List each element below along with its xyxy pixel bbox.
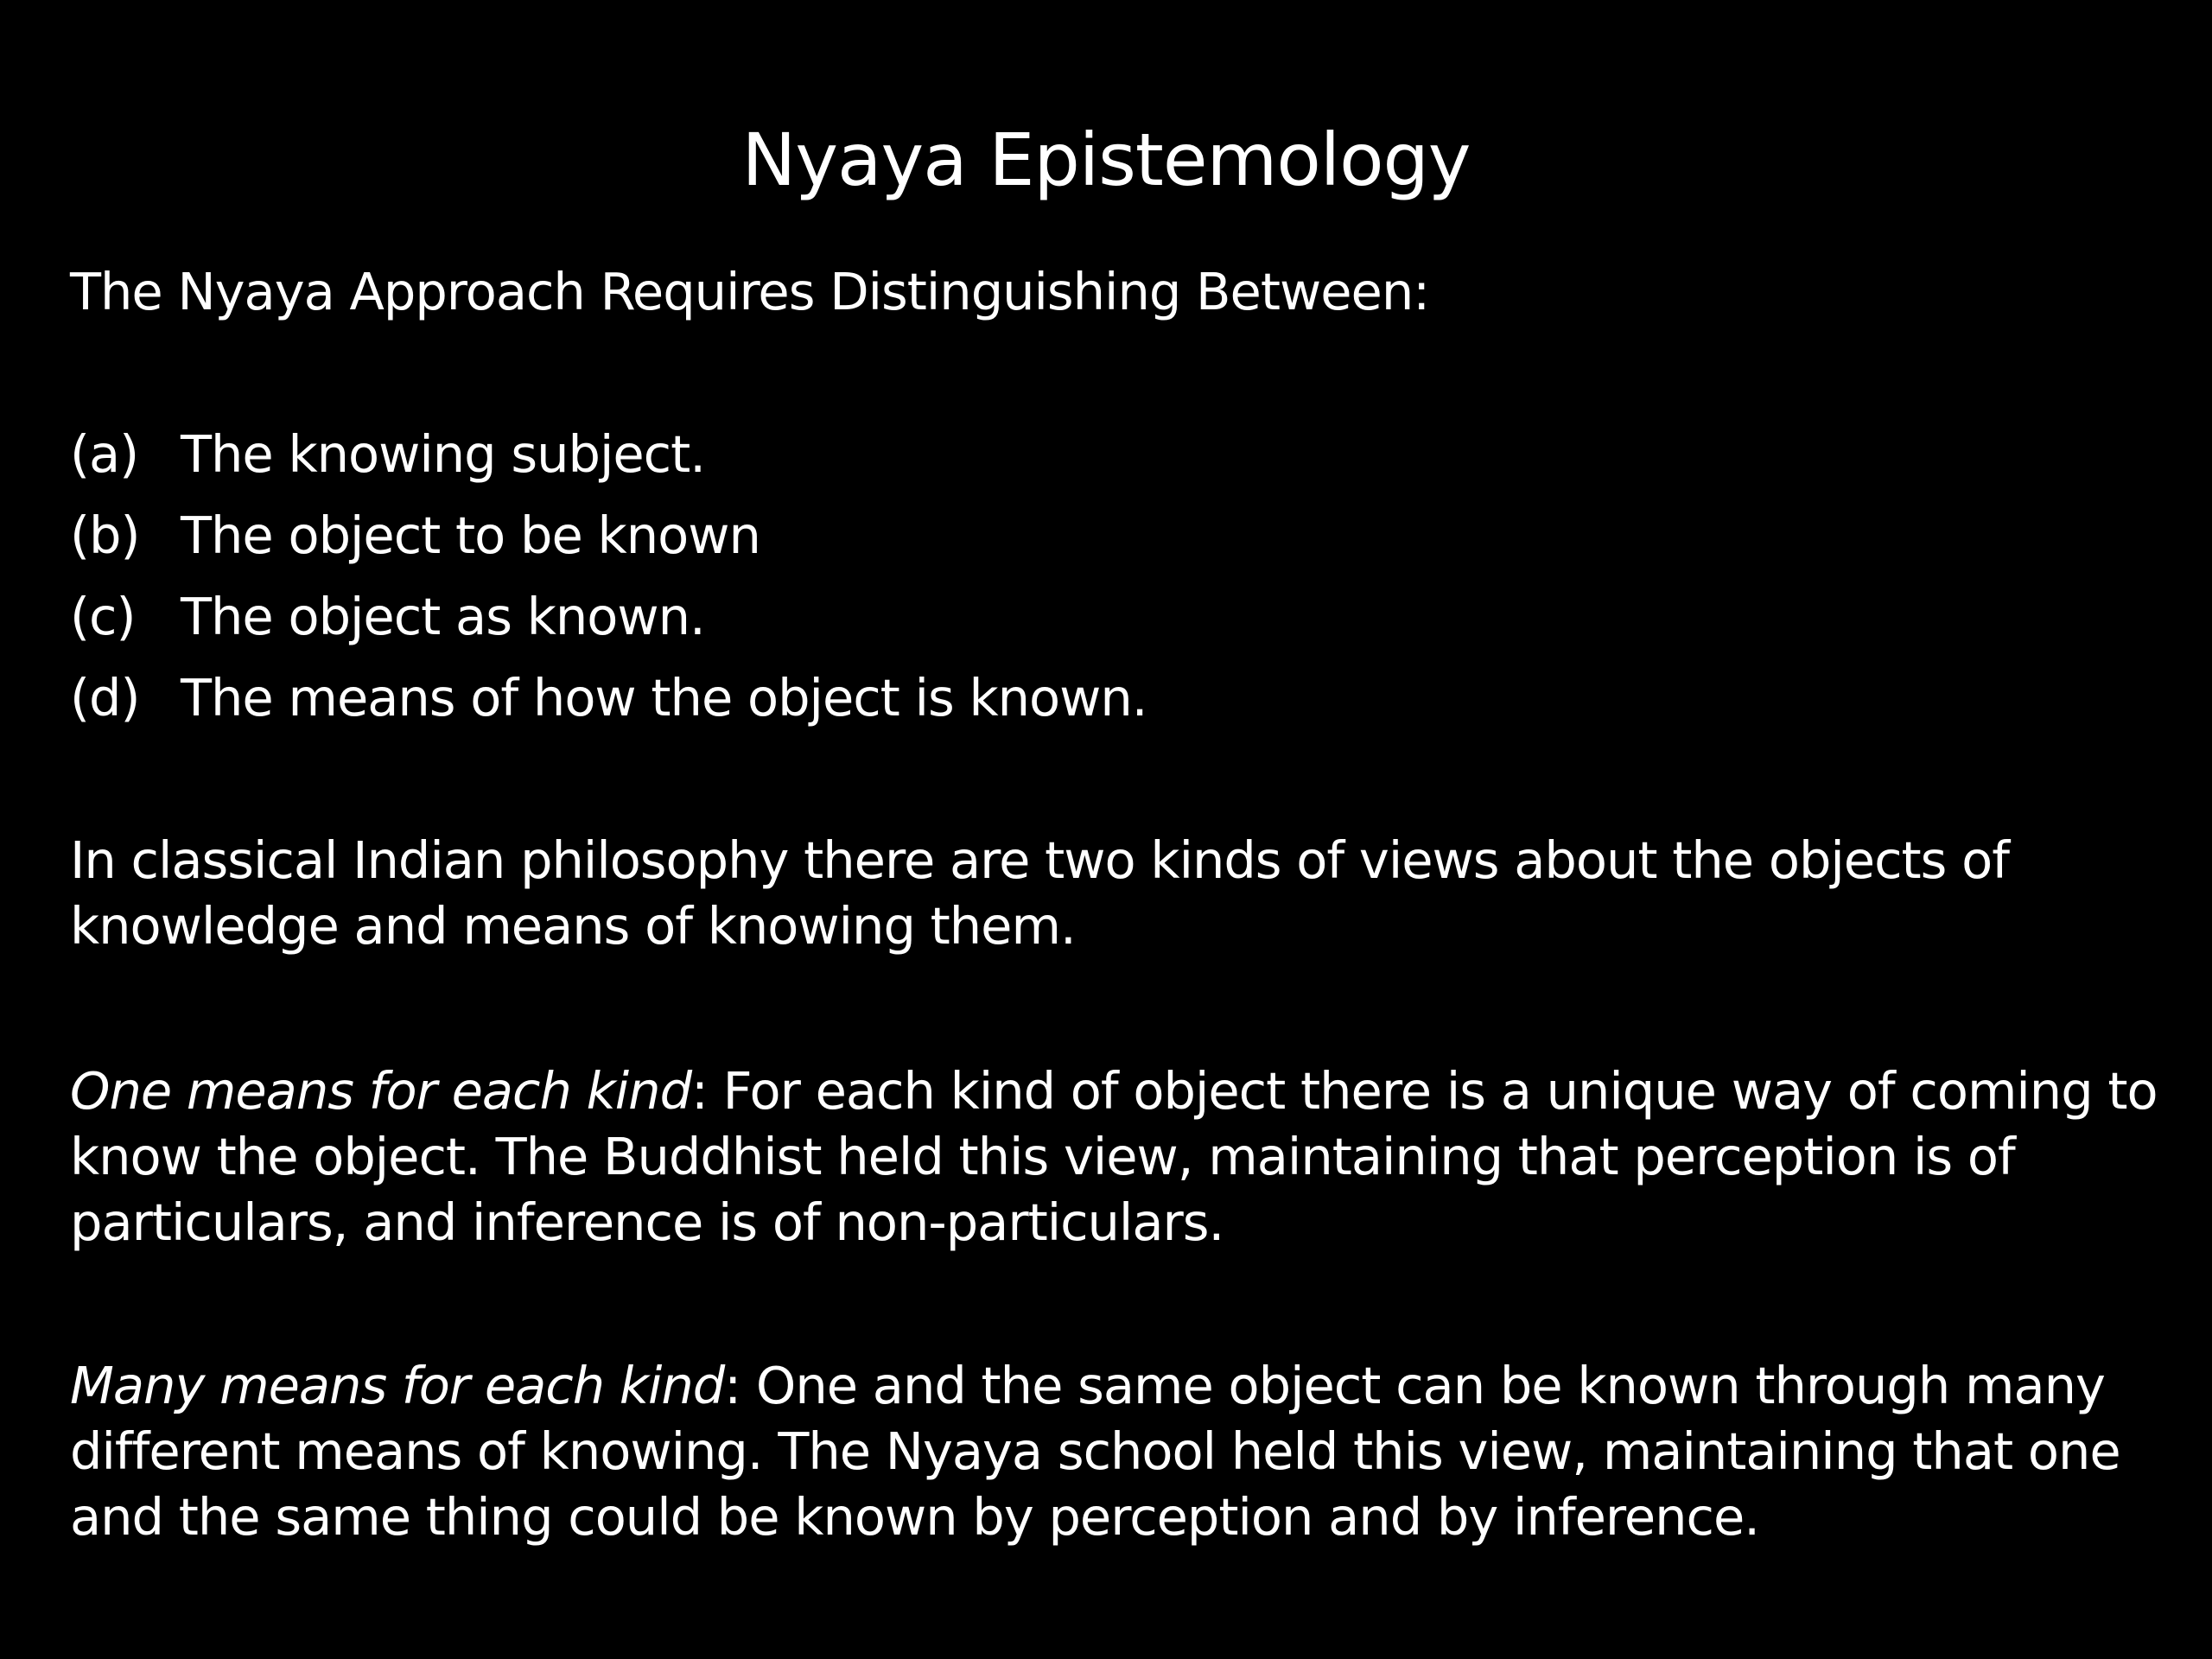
list-item-text: The knowing subject. [181,424,705,484]
paragraph-one-means [70,1058,2161,1255]
list-marker: (b) [70,505,140,565]
list-item-text: The means of how the object is known. [181,668,1147,728]
paragraph-body: : One and the same object can be known through many different means of knowing. The Nyaya school held this view, maintaining that one and the same thing could be known by perception and by inference. [70,1356,2120,1547]
distinction-list [70,422,1147,747]
list-item [70,665,1147,747]
list-item [70,422,1147,503]
paragraph-body: : For each kind of object there is a unique way of coming to know the object. The Buddhist held this view, maintaining that perception is of particulars, and inference is of non-particulars. [70,1061,2158,1252]
paragraph-lead: One means for each kind [70,1061,692,1121]
list-marker: (c) [70,587,136,646]
list-marker: (d) [70,668,140,728]
list-marker: (a) [70,424,139,484]
list-item [70,584,1147,665]
intro-text: The Nyaya Approach Requires Distinguishing Between: [70,262,1430,321]
paragraph-many-means [70,1353,2161,1550]
list-item-text: The object as known. [181,587,705,646]
paragraph-views: In classical Indian philosophy there are two kinds of views about the objects of knowledge and means of knowing them. [70,830,2010,956]
slide-title: Nyaya Epistemology [741,118,1471,202]
list-item [70,503,1147,584]
paragraph-lead: Many means for each kind [70,1356,725,1415]
list-item-text: The object to be known [181,505,760,565]
